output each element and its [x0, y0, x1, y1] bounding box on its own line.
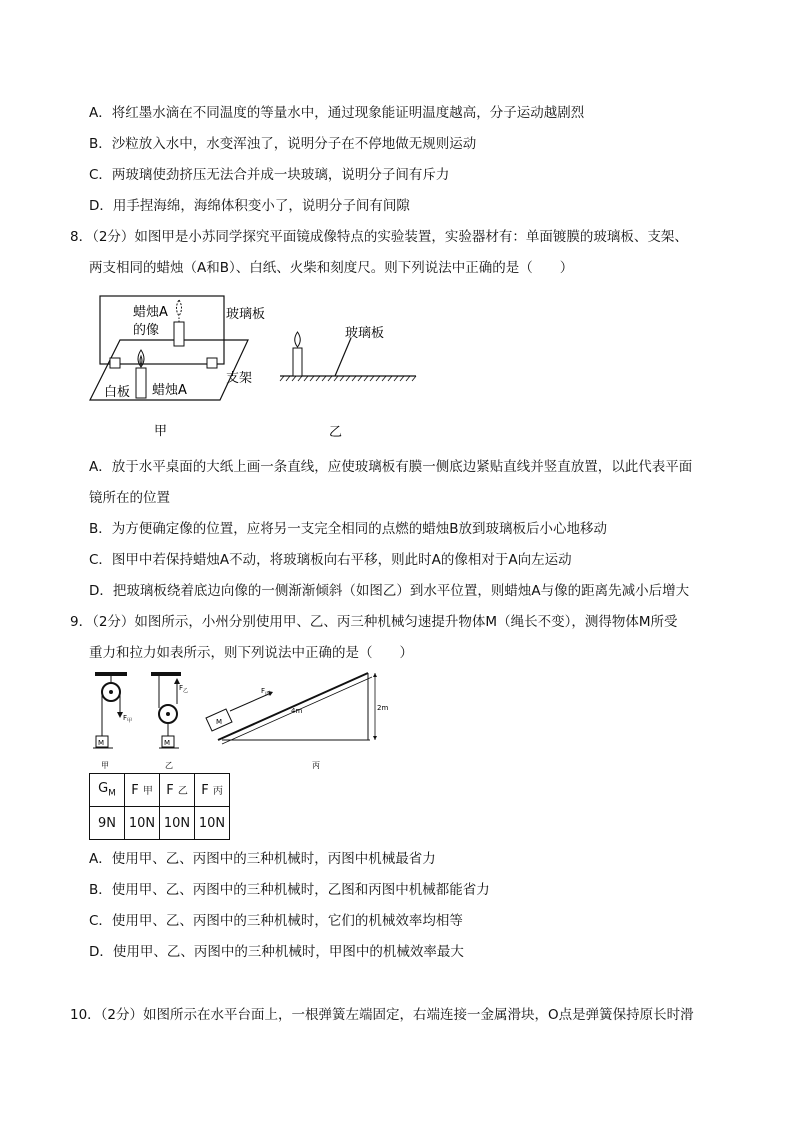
table-header-f-yi: F 乙	[160, 774, 195, 807]
flame-yi	[295, 332, 301, 347]
q7-option-d: D．用手捏海绵，海绵体积变小了，说明分子间有间隙	[89, 198, 410, 214]
label-stand: 支架	[226, 371, 253, 386]
q7-option-b: B．沙粒放入水中，水变浑浊了，说明分子在不停地做无规则运动	[89, 136, 477, 152]
block-label-yi: M	[164, 739, 171, 747]
table-cell-f-jia: 10N	[125, 807, 160, 840]
q7-option-c: C．两玻璃使劲挤压无法合并成一块玻璃，说明分子间有斥力	[89, 167, 450, 183]
q8-stem-line2: 两支相同的蜡烛（A和B）、白纸、火柴和刻度尺。则下列说法中正确的是（ ）	[89, 260, 574, 276]
label-glass-jia: 玻璃板	[226, 307, 266, 322]
q9-figure	[85, 668, 395, 772]
candle-image	[174, 322, 184, 346]
candle-yi	[293, 348, 302, 376]
q8-option-a: A．放于水平桌面的大纸上画一条直线，应使玻璃板有膜一侧底边紧贴直线并竖直放置，以此代表平面	[89, 459, 693, 475]
q9-stem-line2: 重力和拉力如表所示，则下列说法中正确的是（ ）	[89, 645, 413, 661]
label-image-line1: 蜡烛A	[133, 305, 168, 320]
q9-option-a: A．使用甲、乙、丙图中的三种机械时，丙图中机械最省力	[89, 851, 436, 867]
block-label-jia: M	[98, 739, 105, 747]
table-row-values	[90, 807, 230, 840]
label-board: 白板	[104, 385, 131, 400]
caption-jia: 甲	[154, 424, 168, 439]
block-label-bing: M	[216, 718, 223, 726]
table-header-gm: $G_M$	[90, 774, 125, 807]
q8-option-b: B．为方便确定像的位置，应将另一支完全相同的点燃的蜡烛B放到玻璃板后小心地移动	[89, 521, 608, 537]
stand-left	[110, 358, 120, 368]
q8-figure	[80, 290, 440, 445]
q8-option-a-cont: 镜所在的位置	[89, 490, 170, 506]
label-candle-a: 蜡烛A	[152, 383, 187, 398]
ceiling-jia	[95, 672, 127, 676]
q9-option-b: B．使用甲、乙、丙图中的三种机械时，乙图和丙图中机械都能省力	[89, 882, 490, 898]
table-header-f-bing: F 丙	[195, 774, 230, 807]
candle-a	[136, 368, 146, 398]
table-cell-gm: 9N	[90, 807, 125, 840]
q9-option-c: C．使用甲、乙、丙图中的三种机械时，它们的机械效率均相等	[89, 913, 463, 929]
q10-stem-line1: 10．（2分）如图所示在水平台面上，一根弹簧左端固定，右端连接一金属滑块，O点是弹簧保持原长时滑	[70, 1007, 694, 1023]
q9-data-table	[89, 773, 230, 840]
q7-option-a: A．将红墨水滴在不同温度的等量水中，通过现象能证明温度越高，分子运动越剧烈	[89, 105, 585, 121]
table-cell-f-bing: 10N	[195, 807, 230, 840]
caption-jia-9: 甲	[101, 761, 109, 770]
caption-bing: 丙	[312, 761, 320, 770]
force-label-jia: $F_甲$	[123, 714, 133, 724]
caption-yi-9: 乙	[165, 761, 173, 770]
force-label-bing: $F_丙$	[261, 687, 271, 697]
flame-image	[177, 300, 182, 316]
stand-right	[207, 358, 217, 368]
q8-option-c: C．图甲中若保持蜡烛A不动，将玻璃板向右平移，则此时A的像相对于A向左运动	[89, 552, 572, 568]
force-label-yi: $F_乙$	[179, 684, 189, 694]
q9-stem-line1: 9．（2分）如图所示，小州分别使用甲、乙、丙三种机械匀速提升物体M（绳长不变），测得物体M所受	[70, 614, 678, 630]
height-label: 2m	[377, 704, 389, 712]
table-cell-f-yi: 10N	[160, 807, 195, 840]
caption-yi: 乙	[329, 425, 343, 440]
tilted-glass-yi	[335, 338, 351, 376]
label-glass-yi: 玻璃板	[345, 326, 385, 341]
q8-option-d: D．把玻璃板绕着底边向像的一侧渐渐倾斜（如图乙）到水平位置，则蜡烛A与像的距离先减小后增大	[89, 583, 690, 599]
label-image-line2: 的像	[133, 323, 160, 338]
ceiling-yi	[151, 672, 181, 676]
table-header-f-jia: F 甲	[125, 774, 160, 807]
slope-label: 4m	[291, 707, 303, 715]
table-row-header	[90, 774, 230, 807]
q8-stem-line1: 8．（2分）如图甲是小苏同学探究平面镜成像特点的实验装置，实验器材有：单面镀膜的玻璃板、支架、	[70, 229, 688, 245]
q9-option-d: D．使用甲、乙、丙图中的三种机械时，甲图中的机械效率最大	[89, 944, 464, 960]
